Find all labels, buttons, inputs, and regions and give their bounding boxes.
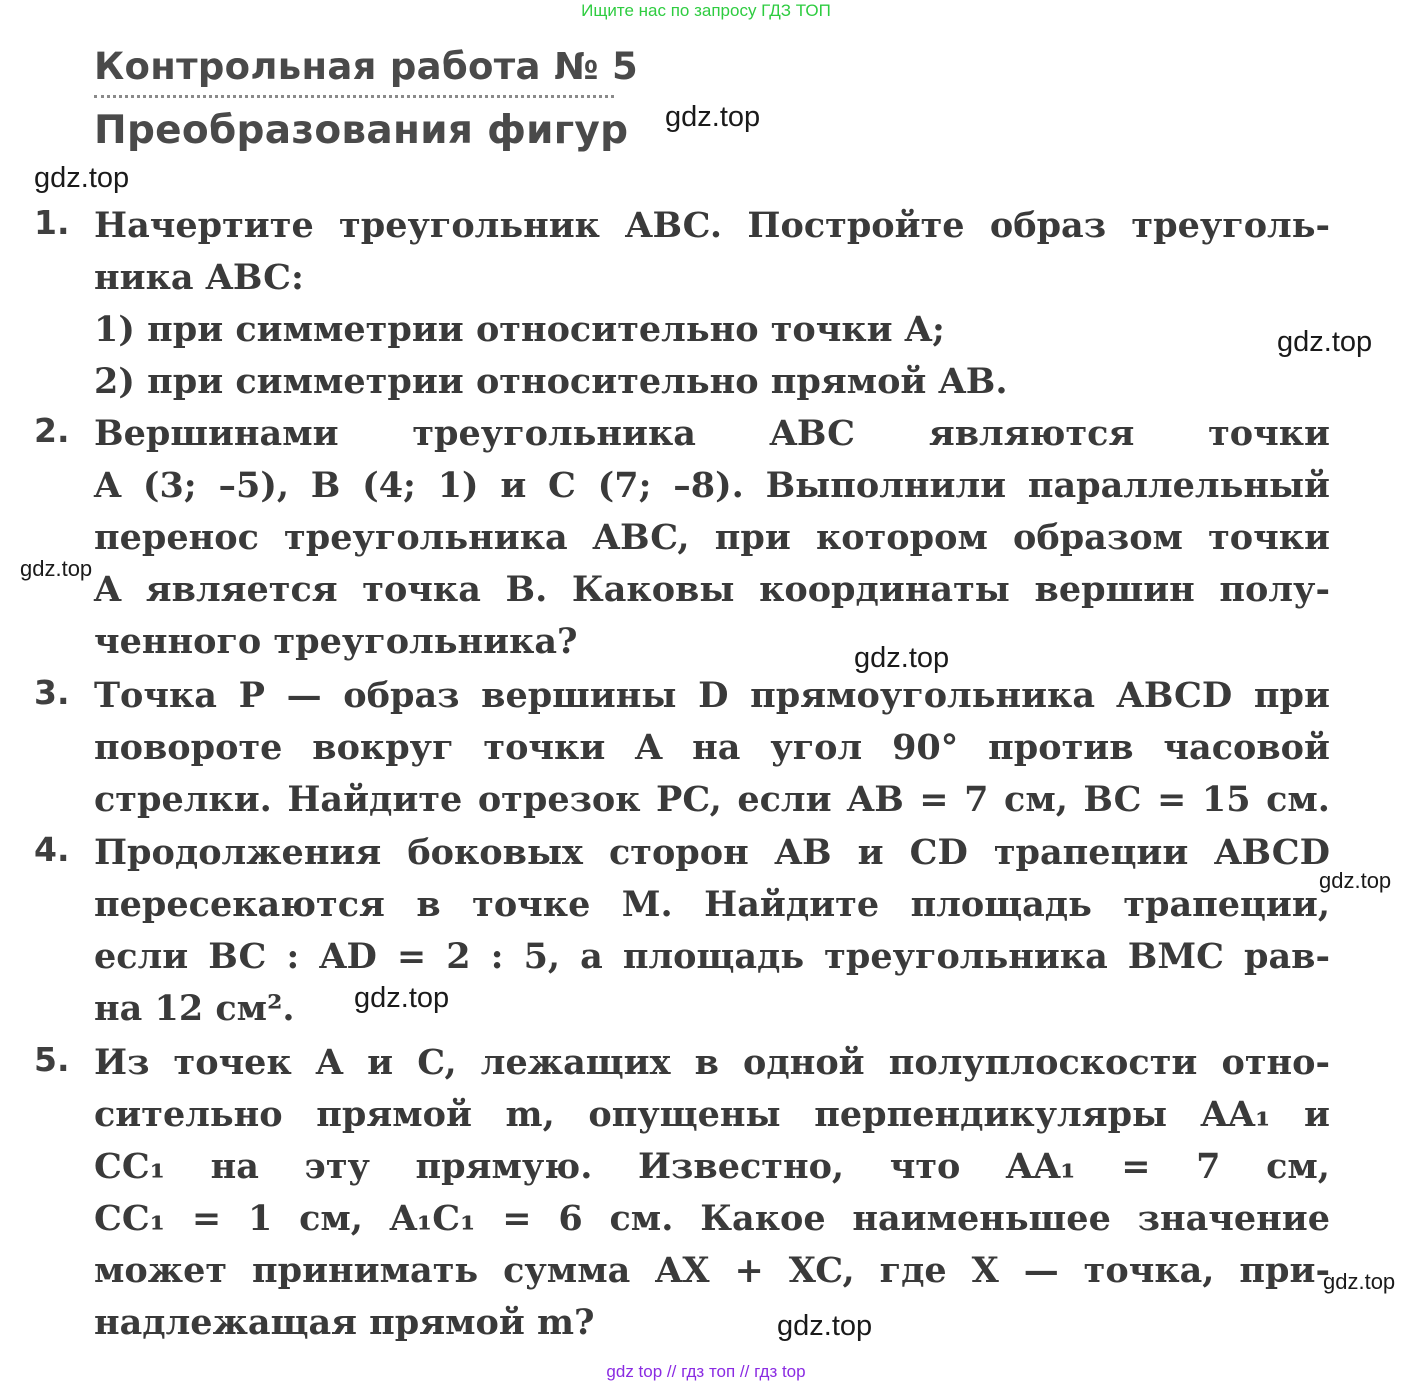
task-line: перенос треугольника ABC, при котором образом точки: [94, 517, 1330, 558]
task-line: A является точка B. Каковы координаты вершин полу-: [94, 569, 1330, 610]
page-subtitle: Преобразования фигур: [94, 108, 629, 153]
footer-links[interactable]: gdz top // гдз топ // гдз top: [606, 1362, 806, 1381]
task-line: 1) при симметрии относительно точки A;: [94, 309, 945, 350]
watermark: gdz.top: [20, 556, 93, 581]
task-line: если BC : AD = 2 : 5, а площадь треугольника BMC рав-: [94, 936, 1330, 977]
task-line: надлежащая прямой m?: [94, 1302, 595, 1343]
task-line: Начертите треугольник ABC. Постройте образ треуголь-: [94, 205, 1330, 246]
watermark: gdz.top: [34, 162, 130, 194]
task-line: 2) при симметрии относительно прямой AB.: [94, 361, 1008, 402]
task-line: стрелки. Найдите отрезок PC, если AB = 7 см, BC = 15 см.: [94, 779, 1330, 820]
watermark: gdz.top: [1277, 326, 1373, 358]
task-line: повороте вокруг точки A на угол 90° против часовой: [94, 727, 1330, 768]
task-number: 3.: [34, 673, 70, 712]
task-number: 5.: [34, 1040, 70, 1079]
task-line: на 12 см².: [94, 988, 295, 1029]
watermark: gdz.top: [354, 982, 450, 1014]
task-number: 2.: [34, 411, 70, 450]
title-divider: [94, 95, 614, 98]
task-line: Точка P — образ вершины D прямоугольника ABCD при: [94, 675, 1330, 716]
task-line: CC₁ = 1 см, A₁C₁ = 6 см. Какое наименьшее значение: [94, 1198, 1330, 1239]
task-number: 1.: [34, 203, 70, 242]
task-line: CC₁ на эту прямую. Известно, что AA₁ = 7 см,: [94, 1146, 1330, 1187]
page-title: Контрольная работа № 5: [94, 45, 638, 88]
task-line: ника ABC:: [94, 257, 304, 298]
task-line: сительно прямой m, опущены перпендикуляры AA₁ и: [94, 1094, 1330, 1135]
watermark: gdz.top: [777, 1310, 873, 1342]
task-number: 4.: [34, 830, 70, 869]
task-line: пересекаются в точке M. Найдите площадь трапеции,: [94, 884, 1330, 925]
watermark: gdz.top: [1319, 868, 1392, 893]
task-line: ченного треугольника?: [94, 621, 578, 662]
task-line: Продолжения боковых сторон AB и CD трапеции ABCD: [94, 832, 1330, 873]
task-line: может принимать сумма AX + XC, где X — точка, при-: [94, 1250, 1330, 1291]
task-line: Вершинами треугольника ABC являются точки: [94, 413, 1330, 454]
watermark: gdz.top: [665, 101, 761, 133]
watermark: gdz.top: [854, 642, 950, 674]
task-line: A (3; –5), B (4; 1) и C (7; –8). Выполнили параллельный: [94, 465, 1330, 506]
task-line: Из точек A и C, лежащих в одной полуплоскости отно-: [94, 1042, 1330, 1083]
watermark: gdz.top: [1323, 1269, 1396, 1294]
search-hint-link[interactable]: Ищите нас по запросу ГДЗ ТОП: [581, 1, 831, 20]
